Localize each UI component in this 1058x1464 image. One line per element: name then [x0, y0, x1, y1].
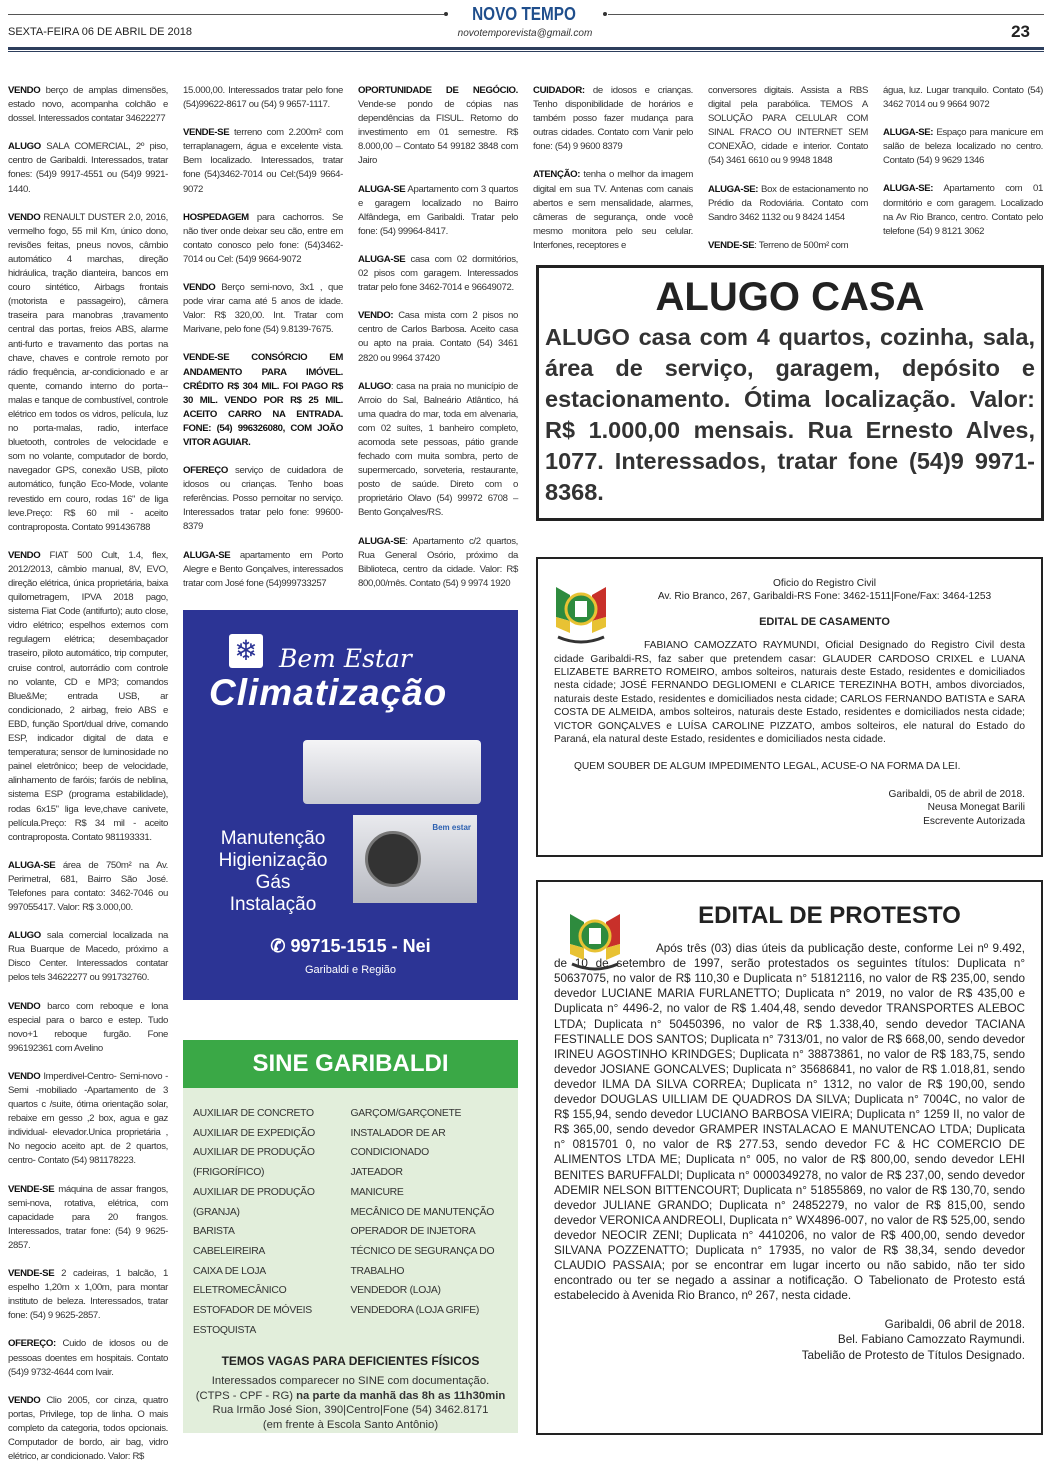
- ad-text: Clio 2005, cor cinza, quatro portas, Privilege, top de linha. O mais completo da categoria, todos opcionais. Computador de bordo, air bag, vidro elétrico, ar condicionado. Valor: R$: [8, 1394, 168, 1463]
- header-rule-right: [608, 14, 1044, 15]
- info-line: [183, 1389, 518, 1404]
- job-item: GARÇOM/GARÇONETE: [350, 1108, 462, 1119]
- header-dot: [603, 12, 607, 16]
- ad-lead: CUIDADOR:: [533, 85, 585, 96]
- job-item: ELETROMECÂNICO: [193, 1285, 287, 1297]
- whatsapp-icon: ✆: [270, 936, 291, 956]
- ad-text: Espaço para manicure em salão de beleza localizado no centro. Contato (54) 9 9629 1346: [883, 127, 1043, 167]
- classified-ad: [8, 211, 168, 535]
- ad-text: Apartamento com 3 quartos e garagem localizado no Bairro Alfândega, em Garibaldi. Tratar pelo fone: (54) 99964-8417.: [358, 183, 518, 237]
- ad-lead: VENDO: [8, 211, 41, 223]
- contact-email[interactable]: novotemporevista@gmail.com: [457, 28, 593, 39]
- ad-lead: VENDE-SE: [708, 239, 755, 251]
- job-item: CAIXA DE LOJA: [193, 1265, 266, 1277]
- job-item: VENDEDOR (LOJA): [350, 1285, 441, 1297]
- classified-ad: [358, 253, 518, 295]
- ad-lead: ALUGA-SE: [183, 549, 231, 561]
- edital-casamento: [536, 557, 1043, 857]
- header-rule-left: [8, 14, 444, 15]
- classified-ad: [883, 182, 1043, 238]
- ad-services: [203, 828, 343, 916]
- job-item: AUXILIAR DE PRODUÇÃO: [193, 1147, 315, 1159]
- registry-office: Oficio do Registro Civil: [772, 578, 877, 589]
- edital-protesto: [536, 880, 1043, 1435]
- classified-ad: [708, 84, 868, 169]
- issue-date: SEXTA-FEIRA 06 DE ABRIL DE 2018: [8, 26, 193, 38]
- info-landmark: (em frente à Escola Santo Antônio): [262, 1418, 439, 1431]
- ad-lead: ALUGA-SE: [8, 859, 56, 871]
- classified-ad: [183, 126, 343, 196]
- classified-ad: [8, 140, 168, 196]
- classified-ad: [708, 239, 868, 253]
- classifieds-column-5: [708, 84, 868, 251]
- job-item: TRABALHO: [350, 1265, 405, 1277]
- ad-text: RENAULT DUSTER 2.0, 2016, vermelho fogo, 55 mil Km, único dono, revisões feitas, pneus novos, câmbio automático 4 marchas, direção hidráulica, tração dianteira, bancos em couro sintético, Airbags frontais (motorista e passageiro), câmera traseira para manobras ,travamento central das portas, freios ABS, alarme anti-furto e travamento das portas na chave, chaves e controle remoto por rádio frequência, ar-condicionado e ar quente, comando interno do porta--malas e tanque de combustível, controle elétrico em todos os vidros, película, luz no porta-malas, radio, interface bluetooth, controles de velocidade e som no volante, computador de bordo, navegador GPS, conexão USB, piloto automático, função Eco-Mode, volante revestido em couro, rodas 16" de liga leve.Preço: R$ 60 mil - aceito contraproposta. Contato 991436788: [8, 211, 168, 533]
- job-item: (FRIGORÍFICO): [193, 1167, 265, 1179]
- classified-ad: [8, 1000, 168, 1056]
- ad-lead: ALUGO: [358, 380, 391, 392]
- classified-ad: [8, 1337, 168, 1379]
- edital-signer-role: Escrevente Autorizada: [923, 815, 1025, 827]
- classified-ad: [358, 380, 518, 521]
- outdoor-ac-unit-image: [353, 815, 477, 903]
- ad-lead: ALUGO: [8, 141, 41, 153]
- ad-lead: VENDO: [8, 1000, 41, 1012]
- header-dot: [444, 12, 448, 16]
- ad-lead: VENDE-SE: [8, 1268, 55, 1280]
- ad-lead: VENDO: [8, 549, 41, 561]
- job-item: TÉCNICO DE SEGURANÇA DO: [350, 1245, 495, 1257]
- ad-text: terreno com 2.200m² com terraplanagem, água e excelente vista. Bem localizado. Interessados, tratar fone (54)3462-7014 ou Cel:(54)9 9664-9072: [183, 127, 343, 195]
- ad-text: : Terreno de 500m² com: [754, 239, 849, 251]
- ad-text: Cuido de idosos ou de pessoas doentes em hospitais. Contato (54)9 9732-4644 com Ivair.: [8, 1338, 168, 1378]
- classified-ad: [8, 1394, 168, 1464]
- classified-ad: [8, 929, 168, 985]
- unit-logo: Bem estar: [432, 823, 471, 832]
- ad-lead: ALUGO: [8, 930, 41, 942]
- classified-ad: [8, 1070, 168, 1169]
- edital-signer: Neusa Monegat Barili: [927, 802, 1025, 814]
- classified-ad: [8, 1183, 168, 1253]
- classified-ad: [183, 464, 343, 534]
- ad-lead: HOSPEDAGEM: [183, 211, 249, 223]
- ad-lead: ALUGA-SE:: [883, 127, 934, 139]
- ad-text: 15.000,00. Interessados tratar pelo fone (54)99622-8617 ou (54) 9 9657-1117.: [183, 85, 343, 111]
- ad-text: para cachorros. Se não tiver onde deixar seu cão, entre em contato conosco pelo fone: (54)3462-7014 ou Cel: (54)9 9664-9072: [183, 211, 343, 265]
- classified-ad: [358, 309, 518, 365]
- classified-ad: [183, 549, 343, 591]
- classified-ad: [8, 859, 168, 915]
- classified-ad: [8, 84, 168, 126]
- ad-text: berço de amplas dimensões, estado novo, acompanha colchão e dossel. Interessados contatar 34622277: [8, 85, 168, 125]
- edital-title: EDITAL DE PROTESTO: [698, 902, 961, 929]
- ad-text: apartamento em Porto Alegre e Bento Gonçalves, interessados tratar com José fone (54)999733257: [183, 549, 343, 589]
- classified-ad: [533, 168, 693, 253]
- bem-estar-climatizacao-ad: [183, 610, 518, 1000]
- job-item: AUXILIAR DE PRODUÇÃO (GRANJA): [193, 1186, 315, 1218]
- job-list-left: [193, 1104, 351, 1340]
- classifieds-column-4: [533, 84, 693, 251]
- ad-lead: VENDE-SE CONSÓRCIO EM ANDAMENTO PARA IMÓVEL. CRÉDITO R$ 304 MIL. FOI PAGO R$ 30 MIL. VENDO POR R$ 25 MIL. ACEITO CARRO NA ENTRADA. FONE: (54) 996326080, COM JOÃO VITOR AGUIAR.: [183, 352, 343, 448]
- job-item: ESTOFADOR DE MÓVEIS: [193, 1305, 312, 1317]
- ad-lead: ALUGA-SE:: [708, 183, 759, 195]
- ad-lead: ATENÇÃO:: [533, 169, 581, 181]
- classified-ad: [8, 549, 168, 845]
- ad-lead: VENDE-SE: [8, 1183, 55, 1195]
- ad-text: : casa na praia no município de Arroio do Sal, Balneário Atlântico, há uma quadra do mar, toda em alvenaria, com 02 suítes, 1 banheiro completo, acomoda sete pessoas, pátio grande fechado com muita sombra, perto de supermercado, sorveteria, restaurante, posto de saúde. Direto com o proprietário Olavo (54) 99972 6708 – Bento Gonçalves/RS.: [358, 380, 518, 519]
- ad-text: Vende-se pondo de cópias nas dependências da FISUL. Retorno do investimento em 01 semestre. R$ 8.000,00 – Contato 54 99182 3848 com Jairo: [358, 99, 518, 167]
- job-list: [183, 1088, 518, 1340]
- ad-text: Apartamento com 01 dormitório e com garagem. Localizado na Av Rio Branco, centro. Contato pelo telefone (54) 9 8121 3062: [883, 183, 1043, 237]
- classified-ad: [8, 1267, 168, 1323]
- ad-text: FIAT 500 Cult, 1.4, flex, 2012/2013, câmbio manual, 8V, EVO, direção elétrica, única proprietária, baixa quilometragem, IPVA 2018 pago, sistema Fiat Code (antifurto); auto close, vidro elétrico; espelhos externos com regulagem elétrica; desembaçador traseiro, piloto automático, trip computer, cruise control, autorrádio com controle no volante, CD e MP3; comandos Blue&Me; entrada USB, ar condicionado, 2 airbag, freio ABS e EBD, função Sport/dual drive, comando ESP, indicador digital de data e temperatura; sensor de luminosidade no painel eletrônico; beep de velocidade, alinhamento de faróis; faróis de neblina, sistema ESP (programa estabilidade), rodas 6x15" liga leve,chave canivete, película.Preço: R$ 34 mil - aceito contraproposta. Contato 981193331.: [8, 549, 168, 843]
- ad-text: máquina de assar frangos, semi-nova, rotativa, elétrica, com capacidade para 20 frangos. Interessados, tratar fone: (54) 9 9625-2857.: [8, 1183, 168, 1251]
- coat-of-arms-icon: [550, 577, 612, 649]
- ad-lead: VENDO: [8, 1070, 41, 1082]
- ad-lead: VENDO: [183, 282, 216, 294]
- indoor-ac-unit-image: [303, 740, 481, 804]
- edital-date: Garibaldi, 06 abril de 2018.: [884, 1318, 1025, 1332]
- ad-text: de idosos e crianças. Tenho disponibilidade de horários e também posso fazer mudança para outras cidades. Contato com Vanir pelo fone: (54) 9 9600 8379: [533, 85, 693, 153]
- alugo-casa-ad: [536, 265, 1044, 521]
- job-item: INSTALADOR DE AR: [350, 1127, 446, 1139]
- ad-text: 2 cadeiras, 1 balcão, 1 espelho 1,20m x 1,00m, para montar instituto de beleza. Interessados, tratar fone: (54) 9 9625-2857.: [8, 1268, 168, 1322]
- ad-text: água, luz. Lugar tranquilo. Contato (54) 3462 7014 ou 9 9664 9072: [883, 85, 1043, 111]
- classifieds-column-3: [358, 84, 518, 589]
- ad-text: Casa mista com 2 pisos no centro de Carlos Barbosa. Aceito casa ou apto na praia. Contato (54) 3461 2820 ou 9964 37420: [358, 310, 518, 364]
- edital-body: Após três (03) dias úteis da publicação deste, conforme Lei nº 9.492, de 10 de setembro de 1997, serão protestados os seguintes títulos: Duplicata n° 50637075, no valor de R$ 110,30 e Duplicata n° 51812116, no valor de R$ 235,00, sendo devedor LUCIANE MARIA FURLANETTO; Duplicata n° 2019, no valor de R$ 435,00 e Duplicata n° 4496-2, no valor de R$ 1.404,48, sendo devedor TRANSPORTES ALEBOC LTDA; Duplicata n° 50450396, no valor de R$ 1.338,40, sendo devedor TACIANA FESTINALLE DOS SANTOS; Duplicata n° 7313/01, no valor de R$ 668,00, sendo devedor IRINEU AGOSTINHO KRINDGES; Duplicata n° 38873861, no valor de R$ 183,75, sendo devedor JOSIANE GONCALVES; Duplicata n° 35686841, no valor de R$ 1.018,81, sendo devedor ILMA DA SILVA CORREA; Duplicata n° 1312, no valor de R$ 190,00, sendo devedor DOUGLAS UILLIAM DE QUADROS DA SILVA; Duplicata n° 7004C, no valor de R$ 155,94, sendo devedor LUCIANO BARBOSA VIEIRA; Duplicata n° 1259 II, no valor de R$ 365,00, sendo devedor GRAMPER INSTALACAO E MANUTENCAO LTDA; Duplicata n° 0815701 0, no valor de R$ 277.53, sendo devedor FC & HC COMERCIO DE ALIMENTOS LTDA ME; Duplicata n° 005, no valor de R$ 800,00, sendo devedor LEHI BENITES BARUFFALDI; Duplicata n° 0000349278, no valor de R$ 237,00, sendo devedor ADEMIR NELSON BITTENCOURT; Duplicata n° 51855869, no valor de R$ 130,70, sendo devedor JULIANE GRANDO; Duplicata n° 24852279, no valor de R$ 815,00, sendo devedor VERONICA ANDREOLI, Duplicata n° WX4896-007, no valor de R$ 525,00, sendo devedor NEOCIR ZENI; Duplicata n° 4410206, no valor de R$ 400,00, sendo devedor SILVANA POZZENATTO; Duplicata n° 17935, no valor de R$ 38,34, sendo devedor CLAUDIO PASSAIA; por se encontrar em lugar incerto ou não sabido, não ter sido encontrado ou ter se negado a assinar a notificação. O Tabelionato de Protesto está estabelecido à Avenida Rio Branco, nº 267, nesta cidade.: [554, 942, 1025, 1303]
- job-item: JATEADOR: [350, 1167, 403, 1179]
- ad-lead: OFEREÇO:: [8, 1338, 56, 1350]
- ad-body: ALUGO casa com 4 quartos, cozinha, sala, área de serviço, garagem, depósito e estacionamento. Ótima localização. Valor: R$ 1.000,00 mensais. Rua Ernesto Alves, 1077. Interessados, tratar fone (54)9 9971-8368.: [545, 324, 1035, 505]
- ad-lead: VENDO: [8, 85, 41, 96]
- job-item: MECÂNICO DE MANUTENÇÃO: [350, 1206, 494, 1218]
- info-hours: na parte da manhã das 8h as 11h30min: [296, 1389, 506, 1402]
- ad-text: : Apartamento c/2 quartos, Rua General Osório, próximo da Biblioteca, centro da cidade. Valor: R$ 800,00/mês. Contato (54) 9 9974 1920: [358, 535, 518, 589]
- ad-text: sala comercial localizada na Rua Buarque de Macedo, próximo a Disco Center. Interessados contatar pelos tels 34622277 ou 991732760.: [8, 930, 168, 984]
- classifieds-column-6: [883, 84, 1043, 244]
- info-docs: (CTPS - CPF - RG): [195, 1389, 297, 1402]
- classifieds-column-2: [183, 84, 343, 589]
- edital-body: FABIANO CAMOZZATO RAYMUNDI, Oficial Designado do Registro Civil desta cidade Garibaldi-RS, faz saber que pretendem casar: GLAUDER CARDOSO CRIXEL e LUANA ELIZABETE BARRETO ROMEIRO, ambos solteiros, naturais deste Estado, residentes e domiciliados nesta cidade; JOSÉ FERNANDO DEGLIOMENI e CLARICE TEREZINHA BOTH, ambos divorciados, naturais deste Estado, residentes e domiciliados nesta cidade; CARLOS FERNANDO BATISTA e SARA COSTA DE ALMEIDA, ambos solteiros, naturais deste Estado, residentes e domiciliados nesta cidade; VICTOR GONÇALVES e LUÍSA CAROLINE PIZZATO, ambos solteiros, ele natural do Estado do Paraná, ela natural deste Estado, residentes e domiciliados nesta cidade.: [554, 640, 1025, 746]
- ad-lead: VENDE-SE: [183, 127, 230, 139]
- job-item: CONDICIONADO: [350, 1147, 429, 1159]
- service-item: Gás: [255, 872, 291, 893]
- job-item: CABELEIREIRA: [193, 1245, 266, 1257]
- snowflake-icon: ❄: [229, 634, 263, 668]
- edital-signer: Bel. Fabiano Camozzato Raymundi.: [837, 1333, 1025, 1347]
- service-item: Higienização: [218, 850, 328, 871]
- job-item: MANICURE: [350, 1186, 404, 1198]
- sine-subtitle: TEMOS VAGAS PARA DEFICIENTES FÍSICOS: [221, 1354, 480, 1369]
- header-double-rule: [8, 47, 1044, 52]
- ad-lead: OPORTUNIDADE DE NEGÓCIO.: [358, 85, 518, 96]
- ad-lead: OFEREÇO: [183, 465, 228, 477]
- classified-ad: [883, 84, 1043, 112]
- ad-text: Berço semi-novo, 3x1 , que pode virar cama até 5 anos de idade. Valor: R$ 320,00. Int. Tratar com Marivane, pelo fone (54) 9.8139-7675.: [183, 282, 343, 336]
- ad-text: tenha o melhor da imagem digital em sua TV. Antenas com canais abertos e sem mensalidade, alarmes, câmeras de segurança, onde você mesmo monitora pelo seu celular. Interfones, receptores e: [533, 169, 693, 251]
- newspaper-title: NOVO TEMPO: [472, 4, 576, 24]
- edital-date: Garibaldi, 05 de abril de 2018.: [888, 788, 1025, 800]
- classifieds-column-1: [8, 84, 168, 1463]
- classified-ad: [183, 351, 343, 450]
- phone-number: 99715-1515 - Nei: [290, 936, 431, 956]
- ad-text: área de 750m² na Av. Perimetral, 681, Bairro São José. Telefones para contato: 3462-7046 ou 997055417. Valor: R$ 3.000,00.: [8, 859, 168, 914]
- ad-lead: VENDO: [8, 1394, 41, 1406]
- sine-info: [183, 1374, 518, 1432]
- ad-brand-script: Bem Estar: [279, 644, 412, 673]
- info-line: Interessados comparecer no SINE com documentação.: [211, 1375, 490, 1388]
- ad-lead: ALUGA-SE:: [883, 183, 934, 195]
- ad-text: SALA COMERCIAL, 2º piso, centro de Garibaldi. Interessados, tratar fones: (54)9 9917-4551 ou (54)9 9921-1440.: [8, 141, 168, 195]
- ad-text: serviço de cuidadora de idosos ou crianças. Tenho boas referências. Posso pernoitar no serviço. Interessados tratar pelo fone: 99600-8379: [183, 465, 343, 533]
- ad-lead: ALUGA-SE: [358, 253, 406, 265]
- ad-phone: [183, 936, 518, 957]
- job-item: OPERADOR DE INJETORA: [350, 1226, 476, 1238]
- classified-ad: [883, 126, 1043, 168]
- ad-brand-title: Climatização: [209, 672, 448, 713]
- registry-address: Av. Rio Branco, 267, Garibaldi-RS Fone: 3462-1511|Fone/Fax: 3464-1253: [657, 591, 992, 603]
- job-list-right: [351, 1104, 509, 1340]
- ad-lead: ALUGA-SE: [358, 183, 406, 195]
- coat-of-arms-icon: [564, 904, 626, 976]
- job-item: VENDEDORA (LOJA GRIFE): [350, 1305, 480, 1317]
- edital-notice: QUEM SOUBER DE ALGUM IMPEDIMENTO LEGAL, ACUSE-O NA FORMA DA LEI.: [574, 761, 961, 773]
- service-item: Manutenção: [220, 828, 326, 849]
- job-item: AUXILIAR DE EXPEDIÇÃO: [193, 1127, 315, 1139]
- page-number: 23: [1011, 22, 1030, 41]
- classified-ad: [183, 281, 343, 337]
- job-item: BARISTA: [193, 1226, 235, 1238]
- job-item: ESTOQUISTA: [193, 1324, 257, 1336]
- classified-ad: [358, 84, 518, 169]
- info-address: Rua Irmão José Sion, 390|Centro|Fone (54) 3462.8171: [212, 1404, 489, 1417]
- classified-ad: [358, 535, 518, 591]
- service-item: Instalação: [229, 894, 317, 915]
- ad-lead: VENDO:: [358, 310, 394, 322]
- fan-icon: [365, 831, 421, 887]
- edital-title: EDITAL DE CASAMENTO: [759, 615, 890, 628]
- ad-text: casa com 02 dormitórios, 02 pisos com garagem. Interessados tratar pelo fone 3462-7014 e 96649072.: [358, 253, 518, 294]
- classified-ad: [533, 84, 693, 154]
- classified-ad: [708, 183, 868, 225]
- classified-ad: [358, 183, 518, 239]
- ad-text: Imperdivel-Centro- Semi-novo - Semi -mobiliado -Apartamento de 3 quartos c /suite, ótima orientação solar, rebaixe em gesso ,2 box, agua e gaz individual- elevador.Unica proprietária , No negocio aceito apt. de 2 quartos, centro- Contato (54) 981178223.: [8, 1070, 168, 1167]
- edital-signer-role: Tabelião de Protesto de Títulos Designado.: [801, 1348, 1025, 1362]
- sine-title: SINE GARIBALDI: [183, 1040, 518, 1088]
- ad-title: ALUGO CASA: [655, 275, 925, 319]
- sine-garibaldi-jobs: [183, 1040, 518, 1433]
- classified-ad: [183, 211, 343, 267]
- ad-text: conversores digitais. Assista a RBS digital pela parabólica. TEMOS A SOLUÇÃO PARA CELULAR COM SINAL FRACO OU INTERNET SEM CONEXÃO, cidade e interior. Contato (54) 3461 6610 ou 9 9948 1848: [708, 85, 868, 167]
- ad-text: barco com reboque e lona especial para o barco e estep. Tudo novo+1 reboque furgão. Fone 996192361 com Avelino: [8, 1000, 168, 1054]
- classified-ad: [183, 84, 343, 112]
- ad-region: Garibaldi e Região: [304, 964, 397, 976]
- job-item: AUXILIAR DE CONCRETO: [193, 1108, 314, 1119]
- ad-lead: ALUGA-SE: [358, 535, 406, 547]
- ad-text: Box de estacionamento no Prédio da Rodoviária. Contato com Sandro 3462 1132 ou 9 8424 1454: [708, 183, 868, 223]
